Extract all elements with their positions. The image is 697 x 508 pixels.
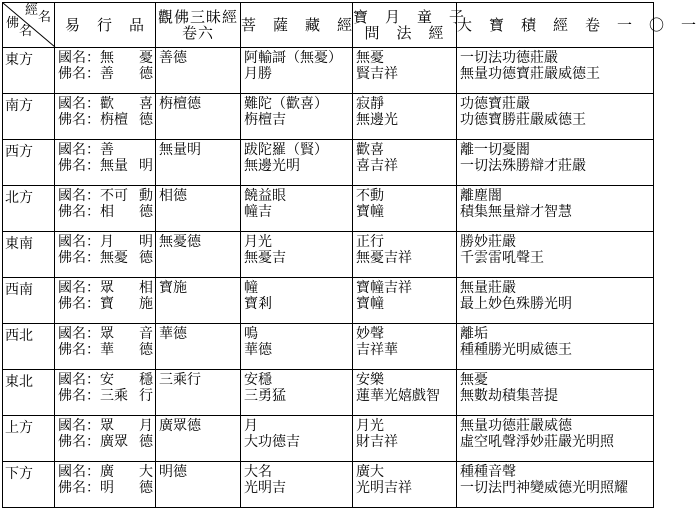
corner-label-sutra-1: 經 (25, 3, 40, 18)
guanfo-cell: 善德 (156, 48, 241, 94)
yixingpin-cell (55, 94, 156, 140)
direction-cell: 東方 (3, 48, 55, 94)
table-row (3, 370, 654, 416)
pusazang-cell: 安穩 三勇猛 (241, 370, 353, 416)
header-yixingpin: 易 行 品 (55, 3, 156, 48)
table-row (3, 232, 654, 278)
yixingpin-cell (55, 278, 156, 324)
table-row (3, 416, 654, 462)
buddha-name: 佛名 ： 明 德 (58, 480, 153, 496)
dabaoji-cell: 無量莊嚴 最上妙色殊勝光明 (457, 278, 654, 324)
table-row (3, 324, 654, 370)
guanfo-cell: 相德 (156, 186, 241, 232)
baoyue-cell: 月光 財吉祥 (353, 416, 457, 462)
baoyue-cell: 安樂 蓮華光嬉戲智 (353, 370, 457, 416)
direction-cell: 東北 (3, 370, 55, 416)
pusazang-cell: 跋陀羅（賢） 無邊光明 (241, 140, 353, 186)
header-pusazang: 菩 薩 藏 經 (241, 3, 353, 48)
country-name: 國名 ： 善 (58, 142, 114, 158)
buddha-name: 佛名 ： 相 德 (58, 204, 153, 220)
yixingpin-cell (55, 232, 156, 278)
table-row (3, 140, 654, 186)
table-row (3, 186, 654, 232)
table-row (3, 94, 654, 140)
country-name: 國名 ： 無 憂 (58, 50, 153, 66)
baoyue-cell: 歡喜 喜吉祥 (353, 140, 457, 186)
direction-cell: 西北 (3, 324, 55, 370)
country-name: 國名 ： 歡 喜 (58, 96, 153, 112)
pusazang-cell: 幢 寶剎 (241, 278, 353, 324)
guanfo-cell: 無憂德 (156, 232, 241, 278)
direction-cell: 南方 (3, 94, 55, 140)
pusazang-cell: 饒益眼 幢吉 (241, 186, 353, 232)
baoyue-cell: 無憂 賢吉祥 (353, 48, 457, 94)
yixingpin-cell (55, 140, 156, 186)
pusazang-cell: 難陀（歡喜） 栴檀吉 (241, 94, 353, 140)
baoyue-cell: 廣大 光明吉祥 (353, 462, 457, 508)
country-name: 國名 ： 眾 月 (58, 418, 153, 434)
direction-cell: 東南 (3, 232, 55, 278)
yixingpin-cell (55, 462, 156, 508)
baoyue-cell: 妙聲 吉祥華 (353, 324, 457, 370)
buddha-name: 佛名 ： 華 德 (58, 342, 153, 358)
baoyue-cell: 寶幢吉祥 寶幢 (353, 278, 457, 324)
guanfo-cell: 栴檀德 (156, 94, 241, 140)
corner-label-buddha-1: 佛 (6, 16, 21, 31)
guanfo-cell: 華德 (156, 324, 241, 370)
country-name: 國名 ： 不可 動 (58, 188, 153, 204)
country-name: 國名 ： 安 穩 (58, 372, 153, 388)
baoyue-cell: 不動 寶幢 (353, 186, 457, 232)
buddha-name: 佛名 ： 無憂 德 (58, 250, 153, 266)
buddha-name: 佛名 ： 無量 明 (58, 158, 153, 174)
yixingpin-cell (55, 48, 156, 94)
pusazang-cell: 月光 無憂吉 (241, 232, 353, 278)
direction-cell: 北方 (3, 186, 55, 232)
baoyue-cell: 正行 無憂吉祥 (353, 232, 457, 278)
country-name: 國名 ： 月 明 (58, 234, 153, 250)
table-row (3, 278, 654, 324)
baoyue-cell: 寂靜 無邊光 (353, 94, 457, 140)
dabaoji-cell: 離一切憂闇 一切法殊勝辯才莊嚴 (457, 140, 654, 186)
country-name: 國名 ： 廣 大 (58, 464, 153, 480)
pusazang-cell: 鳴 華德 (241, 324, 353, 370)
pusazang-cell: 阿輸謌（無憂） 月勝 (241, 48, 353, 94)
buddha-name: 佛名 ： 栴檀 德 (58, 112, 153, 128)
corner-label-buddha-2: 名 (19, 24, 34, 39)
corner-cell (3, 3, 55, 48)
dabaoji-cell: 離塵闇 積集無量辯才智慧 (457, 186, 654, 232)
dabaoji-cell: 無憂 無數劫積集菩提 (457, 370, 654, 416)
header-guanfo: 觀佛三昧經 卷六 (156, 3, 241, 48)
yixingpin-cell (55, 370, 156, 416)
dabaoji-cell: 無量功德莊嚴威德 虛空吼聲淨妙莊嚴光明照 (457, 416, 654, 462)
country-name: 國名 ： 眾 音 (58, 326, 153, 342)
direction-cell: 西南 (3, 278, 55, 324)
buddha-name: 佛名 ： 善 德 (58, 66, 153, 82)
buddha-name: 佛名 ： 廣眾 德 (58, 434, 153, 450)
direction-cell: 西方 (3, 140, 55, 186)
dabaoji-cell: 功德寶莊嚴 功德寶勝莊嚴威德王 (457, 94, 654, 140)
dabaoji-cell: 種種音聲 一切法門神變威德光明照耀 (457, 462, 654, 508)
buddha-name: 佛名 ： 三乘 行 (58, 388, 153, 404)
comparison-table (2, 2, 697, 508)
header-dabaoji: 大 寶 積 經 卷 一 〇 一 (457, 3, 654, 48)
guanfo-cell: 廣眾德 (156, 416, 241, 462)
dabaoji-cell: 一切法功德莊嚴 無量功德寶莊嚴威德王 (457, 48, 654, 94)
buddha-name: 佛名 ： 寶 施 (58, 296, 153, 312)
yixingpin-cell (55, 324, 156, 370)
yixingpin-cell (55, 186, 156, 232)
table-row (3, 462, 654, 508)
direction-cell: 上方 (3, 416, 55, 462)
direction-cell: 下方 (3, 462, 55, 508)
header-baoyue: 寶 月 童 子 問 法 經 (353, 3, 457, 48)
pusazang-cell: 月 大功德吉 (241, 416, 353, 462)
table-row (3, 48, 654, 94)
dabaoji-cell: 勝妙莊嚴 千雲雷吼聲王 (457, 232, 654, 278)
guanfo-cell: 明德 (156, 462, 241, 508)
guanfo-cell: 寶施 (156, 278, 241, 324)
yixingpin-cell (55, 416, 156, 462)
corner-label-sutra-2: 名 (38, 10, 53, 25)
guanfo-cell: 無量明 (156, 140, 241, 186)
country-name: 國名 ： 眾 相 (58, 280, 153, 296)
pusazang-cell: 大名 光明吉 (241, 462, 353, 508)
dabaoji-cell: 離垢 種種勝光明威德王 (457, 324, 654, 370)
header-row (3, 3, 654, 48)
guanfo-cell: 三乘行 (156, 370, 241, 416)
